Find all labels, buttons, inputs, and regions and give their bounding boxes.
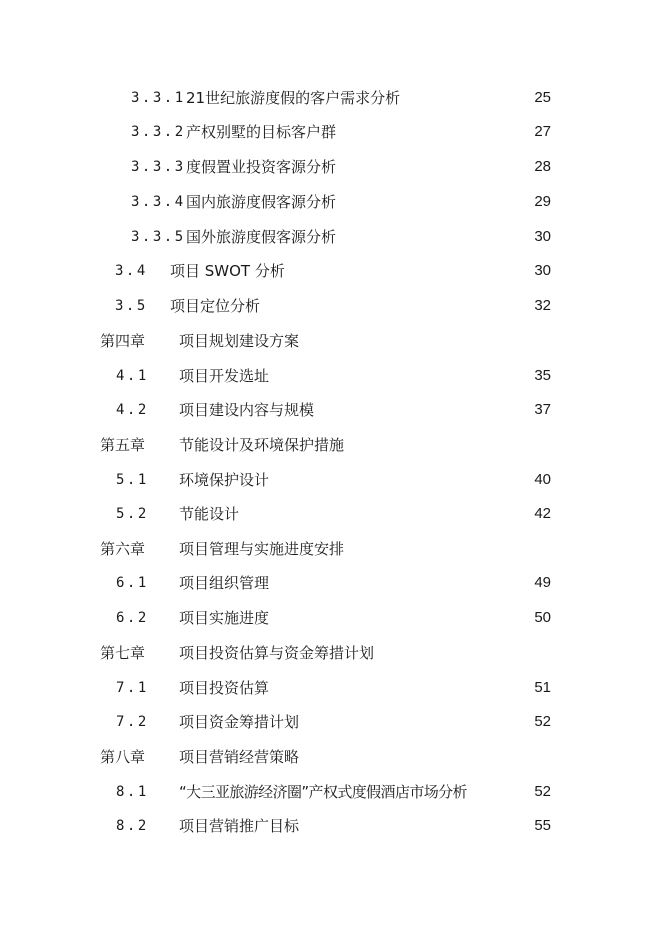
toc-entry-number: 8.1 [116,784,149,800]
toc-entry-page: 27 [534,123,551,140]
toc-entry-title: 项目资金筹措计划 [179,713,300,731]
toc-entry-page: 40 [534,471,551,488]
toc-entry-title: 项目组织管理 [179,574,270,592]
toc-entry[interactable] [0,259,662,283]
toc-entry[interactable] [0,676,662,700]
toc-entry-page: 52 [534,783,551,800]
toc-entry[interactable] [0,710,662,734]
toc-entry[interactable] [0,294,662,318]
toc-entry[interactable] [0,86,662,110]
toc-entry-number: 7.1 [116,680,149,696]
toc-entry-number: 5.1 [116,472,149,488]
toc-chapter-title: 项目投资估算与资金筹措计划 [179,644,375,662]
toc-chapter-number: 第四章 [100,332,146,350]
toc-entry-number: 3.3.4 [131,194,186,210]
toc-entry-number: 6.1 [116,575,149,591]
toc-chapter-number: 第七章 [100,644,146,662]
toc-entry[interactable] [0,502,662,526]
toc-entry[interactable] [0,468,662,492]
toc-chapter-title: 项目管理与实施进度安排 [179,540,345,558]
toc-entry-page: 42 [534,505,551,522]
toc-entry-page: 35 [534,367,551,384]
toc-entry-title: 项目投资估算 [179,679,270,697]
toc-chapter-number: 第六章 [100,540,146,558]
toc-entry-number: 7.2 [116,714,149,730]
toc-entry-number: 3.5 [115,298,148,314]
toc-entry-number: 3.3.2 [131,124,186,140]
toc-entry-title: 国外旅游度假客源分析 [186,228,337,246]
toc-chapter[interactable] [0,537,662,561]
toc-chapter[interactable] [0,433,662,457]
toc-entry-page: 29 [534,193,551,210]
toc-entry-page: 55 [534,817,551,834]
toc-entry-title: 项目定位分析 [170,297,261,315]
toc-entry-number: 3.3.1 [131,90,186,106]
toc-entry[interactable] [0,225,662,249]
toc-entry-number: 4.1 [116,368,149,384]
toc-entry[interactable] [0,364,662,388]
toc-entry-title: 度假置业投资客源分析 [186,158,337,176]
toc-entry-page: 30 [534,228,551,245]
toc-entry-title: 21世纪旅游度假的客户需求分析 [186,89,401,107]
toc-entry-page: 30 [534,262,551,279]
toc-chapter-number: 第五章 [100,436,146,454]
toc-entry-page: 50 [534,609,551,626]
toc-entry[interactable] [0,571,662,595]
toc-entry[interactable] [0,120,662,144]
toc-entry-title: 项目营销推广目标 [179,817,300,835]
toc-entry-title: 项目开发选址 [179,367,270,385]
toc-chapter[interactable] [0,329,662,353]
toc-entry-title: 国内旅游度假客源分析 [186,193,337,211]
toc-entry[interactable] [0,606,662,630]
toc-entry-page: 49 [534,574,551,591]
toc-chapter[interactable] [0,745,662,769]
toc-chapter-number: 第八章 [100,748,146,766]
toc-entry-title: 环境保护设计 [179,471,270,489]
toc-entry-number: 4.2 [116,402,149,418]
toc-entry[interactable] [0,398,662,422]
toc-entry-number: 6.2 [116,610,149,626]
toc-entry-title: 项目 SWOT 分析 [170,262,285,280]
toc-entry-page: 37 [534,401,551,418]
toc-entry-page: 32 [534,297,551,314]
toc-chapter-title: 节能设计及环境保护措施 [179,436,345,454]
toc-entry-page: 51 [534,679,551,696]
toc-entry[interactable] [0,190,662,214]
toc-entry[interactable] [0,780,662,804]
toc-entry-number: 8.2 [116,818,149,834]
toc-entry-page: 28 [534,158,551,175]
toc-entry[interactable] [0,814,662,838]
toc-entry-title: 项目实施进度 [179,609,270,627]
toc-entry-page: 52 [534,713,551,730]
toc-entry-title: 节能设计 [179,505,240,523]
toc-entry-title: 项目建设内容与规模 [179,401,315,419]
toc-entry-title: 产权别墅的目标客户群 [186,123,337,141]
toc-entry-number: 3.3.5 [131,229,186,245]
toc-entry-number: 3.3.3 [131,159,186,175]
toc-entry-number: 3.4 [115,263,148,279]
toc-entry-title: “大三亚旅游经济圈”产权式度假酒店市场分析 [179,783,467,801]
toc-entry-page: 25 [534,89,551,106]
toc-entry[interactable] [0,155,662,179]
toc-chapter-title: 项目规划建设方案 [179,332,300,350]
toc-chapter-title: 项目营销经营策略 [179,748,300,766]
toc-entry-number: 5.2 [116,506,149,522]
toc-chapter[interactable] [0,641,662,665]
